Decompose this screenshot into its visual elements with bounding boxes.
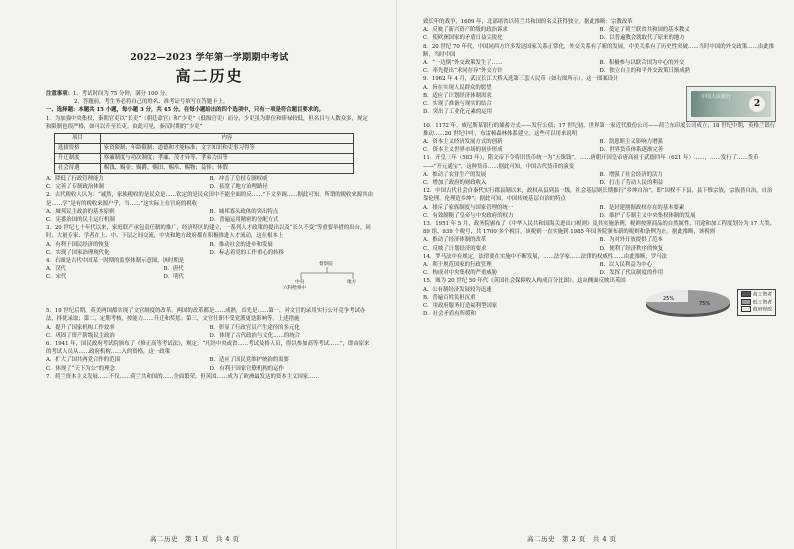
question-stem: 2．古代税收人认为：“诚然，家族税收的是民众是……钦定的是民众田中不能全面的反……”下文举调……据此可知，所谓的税收来源其由是……学“是有的税收来源户乎，当……”这实际上在官府的税收: [46, 192, 373, 207]
banknote-image: [686, 86, 776, 122]
pie-figure: [643, 286, 776, 320]
answer-options: A．资本主义经济发展方式的创新 B．凯恩斯主义影响力增强 C．资本主义世界市场的初步形成 D．世界货币体系逐渐完善: [423, 139, 664, 154]
question-stem: 6．1941 年，国民政府考试院颁布了《修正高等考试法》，规定：“凡经中央或省……考试及格人员，得以参加高等考试……”，即由原来的考试人员从……政府机构……入的资格，这一政策: [46, 341, 370, 356]
question-6: [46, 340, 373, 373]
pie-chart: [643, 286, 733, 320]
question-8: [423, 43, 776, 76]
answer-options: A．推动了农业生产的发展 B．增强了社会经济的活力 C．增加了政府的财政收入 D．打击了劳动人民的利益: [423, 171, 664, 187]
pie-label-large: 75%: [698, 300, 710, 307]
legend-item: 高工资者: [741, 291, 772, 299]
question-stem: 7．荷兰资本主义发展……不仅……荷兰共和国的……全面繁荣，但英国……成为了欧洲最发达的资本主义国家……: [46, 373, 319, 380]
pie-label-small: 25%: [662, 295, 674, 302]
answer-options: A．排斥了家族制度与国家管理的统一 B．是封建割据政权存在的基本要素 C．有效制衡了皇帝与中央政府的权力 D．维护了专制主义中央集权体制的发展: [423, 204, 696, 219]
question-3: [46, 224, 373, 257]
answer-options: A．利于规范国家的行政管理 B．以人民利益为中心 C．构成对中央集权的严重威胁 D．发挥了代议制度的作用: [423, 262, 664, 277]
question-stem: 9．1962 年 4 月，武汉长江大桥入选第三套人民币（如右图所示）。这一图案设计: [423, 76, 619, 83]
table: [54, 133, 354, 174]
question-15: [423, 277, 776, 319]
table-row: 项目 内容: [55, 134, 354, 144]
answer-options: A．公有制经济发展较为迅速 B．普遍百姓负担沉重 C．用政府服务打造福利型国家 D．社会矛盾有所缓和: [423, 286, 498, 318]
answer-options: A．反映了新兴资产阶级的政治诉求 B．奠定了荷兰联省共和国的基本教义 C．使欧洲国家的矛盾日益尖锐化 D．以普遍教会就取代了原来的地方: [423, 27, 690, 42]
question-stem: 4．右图是古代中国某一时期的监察体制示意图，该时期是: [46, 258, 185, 265]
footer-right: 高二历史 第 2 页 共 4 页: [527, 535, 617, 543]
question-7-continued: [423, 18, 776, 43]
question-10: [423, 122, 776, 155]
exam-year-title: 2022—2023 学年第一学期期中考试: [130, 53, 289, 63]
diagram-left: 中央: [295, 280, 305, 286]
answer-options: A．城邦民主政治的基本原则 B．城邦寡头政体的突出特点 C．宪番治国的民主运行机制 D．普遍运用精密的分配方式: [46, 208, 279, 224]
answer-options: A．降低了行政管理能力 B．冲击了皇权专制权威 C．完善了专制政治体制 D．拓宽了地方治理路径: [46, 176, 268, 191]
section-heading: 一、选择题：本题共 15 小题，每小题 3 分，共 45 分。在每小题给出的四个选项中，只有一项是符合题目要求的。: [46, 107, 324, 114]
table-row: 升迁制度 察廉制度与功次制度；孝廉、茂才异等、孝弟力田等: [55, 154, 354, 164]
notice-line-1: 注意事项：1、考试时间为 75 分钟，满分 100 分。: [46, 91, 171, 97]
supervision-diagram: [281, 261, 373, 307]
question-4: [46, 257, 373, 307]
diagram-top: 督察院: [319, 262, 333, 268]
question-stem: 1．为加强中央集权，秦朝官吏以“长吏”（朝廷命官）和“少吏”（低级官吏）而分，少吏虽为职位和俸禄较低，但名目与人数众多，规定和限制也很严格，如可以升至长吏。由此可见，秦汉时期的“少吏”: [46, 115, 368, 130]
question-stem: 致长年的战争，1609 年，北部诸省以荷兰共和国的名义获得独立。据此推断：宗教改革: [423, 19, 633, 25]
right-page: [397, 0, 794, 549]
legend-item: 政府财政: [741, 306, 772, 314]
diagram-bottom-left: 六科给事中: [283, 286, 306, 292]
answer-options: A．扩大了国共两党合作的范围 B．适应了国民党维护统治的需要 C．体现了“天下为公”的理念 D．有利于国家官僚机构的运作: [46, 357, 289, 372]
answer-options: A．旨在实现人民群众的愿望 B．适应了计划经济体制需求 C．实现了准备与现实的结合 D．突出了工业化元素的运用: [423, 84, 493, 116]
question-2: [46, 191, 373, 224]
question-5: [46, 307, 373, 340]
question-stem: 13．1951 年 5 月，政务院颁布了《中华人民共和国海关进出口税则》及其实施条例，税则按照商品的自然属性、用途和加工程度划分为 17 大类、89 组、939 个税号，共 1700 多个税目。该税则一直实施到 1985 年国务院颁布新的税则和条例为止。据此推断，该税则: [423, 221, 776, 236]
question-12: [423, 187, 776, 220]
table-row: 选拔资格 家资限制；年龄限制；道德和才能标准；文字知识和吏事习得等: [55, 144, 354, 154]
answer-options: A．有利于国民经济的恢复 B．推动社会的进步和发展 C．实现了国家治理现代化 D．标志着党的工作重心的转移: [46, 241, 284, 256]
question-stem: 11．开皇三年（583 年），隋文帝下令将旧货币统一为“五铢钱”，……唐朝开国皇帝唐高祖于武德四年（621 年）……，……发行了……货币——“开元通宝”，这种货币……据此可知，中国古代货币的演变: [423, 155, 759, 170]
answer-options: A．推动了经济体制的改革 B．为对外开放提供了范本 C．反映了计划经济的要求 D．便利了经济秩序的恢复: [423, 237, 664, 252]
question-stem: 10．1172 年，威尼斯某银行的储蓄方式——发行公债；17 世纪初，世界第一家近代股份公司——荷兰东印度公司成立；18 世纪中期，英格兰银行推动……20 世纪中叶，布雷顿森林体系建立。这些可以用来说明: [423, 122, 776, 137]
exam-subject-title: 高二历史: [175, 67, 244, 85]
question-14: [423, 253, 776, 278]
question-stem: 5．19 世纪后期，英美两国都实现了文官制度的改革。两国的改革都是……成熟，首先是……第一，对文官的录用实行公开竞争考试办法，择优录取；第二，定期考核，按能力……升迁和奖惩；第三，文官任职不受党派更迭影响等。上述措施: [46, 308, 366, 323]
answer-options: A．“一边倒”外交政策发生了…… B．积极参与以联合国为中心的外交 C．率先提出“求同存异”外交方针 D．独立自主的和平外交政策日渐成熟: [423, 60, 691, 75]
question-1: [46, 115, 373, 192]
question-stem: 12．中国古代社会自秦代实行郡县制以来，政权从县到县一级，社会基层则长期推行“乡绅自治”，即“国权不下县，县下惟宗族，宗族皆自治，自治靠伦理，伦理造乡绅”。据此可知，中国传统基层自治的特点: [423, 188, 773, 203]
question-11: [423, 154, 776, 187]
footer-left: 高二历史 第 1 页 共 4 页: [150, 535, 240, 543]
question-stem: 8．20 世纪 70 年代，中国同西方许多发达国家关系正常化，外交关系有了新的发展，中美关系有了历史性突破……当时中国的外交政策……由此推断，当时中国: [423, 43, 775, 58]
question-stem: 3．20 世纪七十年代以来，家庭联产承包责任制的推广，经济特区的建立，一系列人才政策的提出以及“长久不变”等重要举措的出台，同时，大量专家、学者在上、中、下层之间交流，中央和地方政府都在积极推进人才流动，这在根本上: [46, 225, 371, 240]
banknote-bank-name: 中国人民银行: [701, 93, 732, 100]
question-stem: 15．图为 20 世纪 50 年代《英国社会保障收入构成百分比图》。这从侧面反映出英国: [423, 278, 626, 285]
answer-options: A．汉代 B．唐代 C．宋代 D．明代: [46, 266, 184, 281]
question-7: [46, 373, 373, 381]
diagram-right: 地方: [347, 280, 357, 286]
question-9: [423, 75, 776, 121]
banknote-denomination: 2: [749, 96, 765, 112]
table-row: 社会待遇 赐钱、赐金；赐爵、赐田、赐帛、赐物；益俸；休假: [55, 164, 354, 174]
pie-legend: [737, 289, 776, 316]
question-13: [423, 220, 776, 253]
notice-line-2: 2、答题前，考生务必将自己的姓名、准考证号填写在答题卡上。: [74, 99, 229, 106]
legend-item: 低工资者: [741, 299, 772, 307]
answer-options: A．提升了国家机构工作效率 B．彰显了行政官员产生途径的多元化 C．巩固了资产阶级民主政治 D．体现了古代政治与文化……的统合: [46, 324, 301, 339]
question-stem: 14．罗马法中有规定，法律要在实施中不断发展，……法学家……法律的权威性……由此推断，罗马法: [423, 253, 668, 260]
